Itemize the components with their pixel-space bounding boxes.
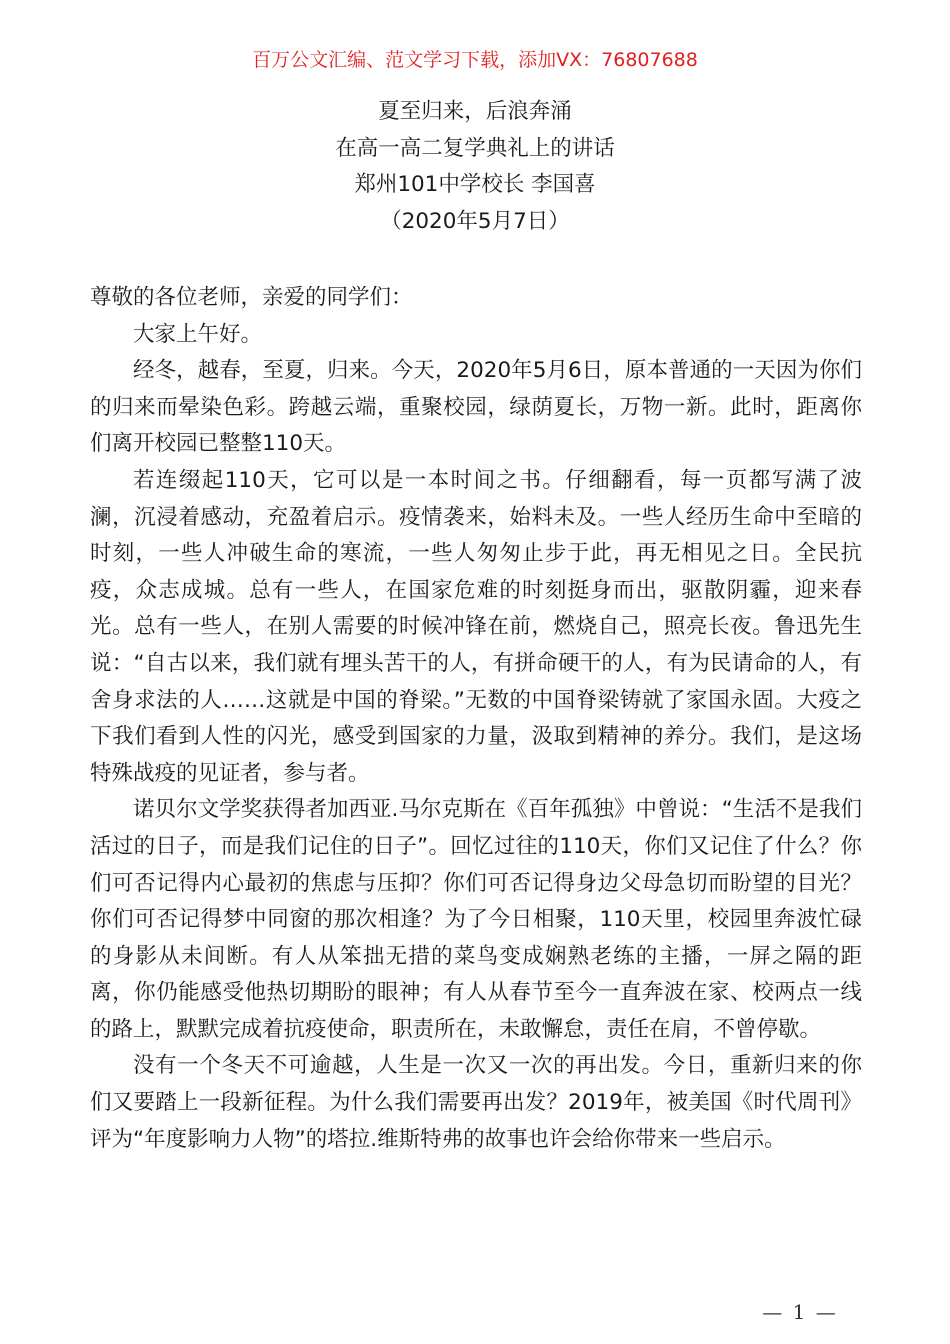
page-number: — 1 — <box>762 1300 838 1324</box>
speech-body <box>90 280 862 1158</box>
title-block <box>0 94 950 240</box>
paragraph: 经冬，越春，至夏，归来。今天，2020年5月6日，原本普通的一天因为你们的归来而晕染色彩。跨越云端，重聚校园，绿荫夏长，万物一新。此时，距离你们离开校园已整整110天。 <box>90 358 862 457</box>
header-banner: 百万公文汇编、范文学习下载，添加VX：76807688 <box>252 49 698 71</box>
document-subtitle: 在高一高二复学典礼上的讲话 <box>335 135 615 161</box>
paragraph-greeting: 大家上午好。 <box>133 321 263 347</box>
document-title: 夏至归来，后浪奔涌 <box>378 99 572 124</box>
date-line: （2020年5月7日） <box>380 208 570 234</box>
salutation: 尊敬的各位老师，亲爱的同学们： <box>90 285 413 310</box>
paragraph: 没有一个冬天不可逾越，人生是一次又一次的再出发。今日，重新归来的你们又要踏上一段新征程。为什么我们需要再出发？2019年，被美国《时代周刊》评为“年度影响力人物”的塔拉.维斯特弗的故事也许会给你带来一些启示。 <box>90 1053 862 1152</box>
speaker-line: 郑州101中学校长 李国喜 <box>354 172 596 197</box>
paragraph: 若连缀起110天，它可以是一本时间之书。仔细翻看，每一页都写满了波澜，沉浸着感动，充盈着启示。疫情袭来，始料未及。一些人经历生命中至暗的时刻，一些人冲破生命的寒流，一些人匆匆止步于此，再无相见之日。全民抗疫，众志成城。总有一些人，在国家危难的时刻挺身而出，驱散阴霾，迎来春光。总有一些人，在别人需要的时候冲锋在前，燃烧自己，照亮长夜。鲁迅先生说：“自古以来，我们就有埋头苦干的人，有拼命硬干的人，有为民请命的人，有舍身求法的人……这就是中国的脊梁。”无数的中国脊梁铸就了家国永固。大疫之下我们看到人性的闪光，感受到国家的力量，汲取到精神的养分。我们，是这场特殊战疫的见证者，参与者。 <box>90 467 862 786</box>
paragraph: 诺贝尔文学奖获得者加西亚.马尔克斯在《百年孤独》中曾说：“生活不是我们活过的日子，而是我们记住的日子”。回忆过往的110天，你们又记住了什么？你们可否记得内心最初的焦虑与压抑？你们可否记得身边父母急切而盼望的目光？你们可否记得梦中同窗的那次相逢？为了今日相聚，110天里，校园里奔波忙碌的身影从未间断。有人从笨拙无措的菜鸟变成娴熟老练的主播，一屏之隔的距离，你仍能感受他热切期盼的眼神；有人从春节至今一直奔波在家、校两点一线的路上，默默完成着抗疫使命，职责所在，未敢懈怠，责任在肩，不曾停歇。 <box>90 797 862 1042</box>
